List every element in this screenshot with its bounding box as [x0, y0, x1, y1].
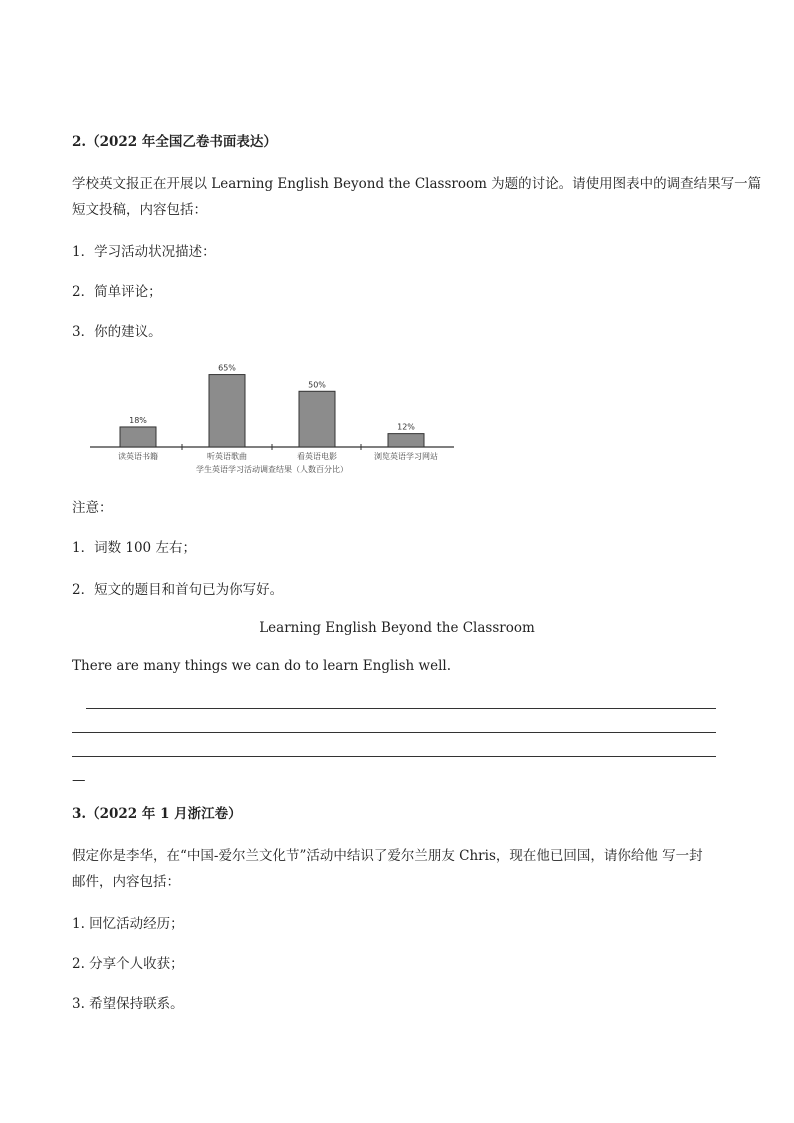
- survey-bar-chart: [88, 362, 458, 482]
- q3-item-2: 2. 分享个人收获；: [72, 956, 184, 972]
- q2-item-1: 1．学习活动状况描述：: [72, 244, 216, 260]
- category-label-3: 看英语电影: [297, 452, 337, 461]
- q2-item-3: 3．你的建议。: [72, 324, 162, 340]
- q3-item-3: 3. 希望保持联系。: [72, 996, 184, 1012]
- q3-heading: 3.（2022 年 1 月浙江卷）: [72, 806, 242, 822]
- category-label-1: 读英语书籍: [118, 452, 158, 461]
- answer-line-2: [72, 732, 716, 733]
- answer-trailing-dash: —: [72, 772, 86, 788]
- bar-1: [120, 427, 156, 447]
- category-label-4: 浏览英语学习网站: [374, 452, 438, 461]
- answer-line-1: [86, 708, 716, 709]
- bar-value-label-4: 12%: [397, 422, 415, 432]
- bar-3: [299, 391, 335, 447]
- bar-value-label-1: 18%: [129, 415, 147, 425]
- answer-line-3: [72, 756, 716, 757]
- q3-intro-line2: 邮件，内容包括：: [72, 874, 180, 890]
- q2-heading: 2.（2022 年全国乙卷书面表达）: [72, 134, 277, 150]
- q2-intro-line2: 短文投稿，内容包括：: [72, 202, 207, 218]
- essay-title: Learning English Beyond the Classroom: [259, 620, 535, 636]
- q3-item-1: 1. 回忆活动经历；: [72, 916, 184, 932]
- bar-value-label-2: 65%: [218, 363, 236, 373]
- x-axis-title: 学生英语学习活动调查结果（人数百分比）: [196, 465, 348, 474]
- bar-value-label-3: 50%: [308, 380, 326, 390]
- bar-4: [388, 434, 424, 447]
- q2-note-2: 2．短文的题目和首句已为你写好。: [72, 582, 284, 598]
- q2-note-label: 注意：: [72, 500, 113, 516]
- bar-2: [209, 375, 245, 447]
- q2-item-2: 2．简单评论；: [72, 284, 162, 300]
- q3-intro-line1: 假定你是李华，在“中国-爱尔兰文化节”活动中结识了爱尔兰朋友 Chris，现在他已回国，请你给他 写一封: [72, 848, 703, 864]
- q2-intro-line1: 学校英文报正在开展以 Learning English Beyond the Classroom 为题的讨论。请使用图表中的调查结果写一篇: [72, 176, 762, 192]
- essay-first-sentence: There are many things we can do to learn English well.: [72, 658, 452, 674]
- category-label-2: 听英语歌曲: [207, 452, 247, 461]
- q2-note-1: 1．词数 100 左右；: [72, 540, 196, 556]
